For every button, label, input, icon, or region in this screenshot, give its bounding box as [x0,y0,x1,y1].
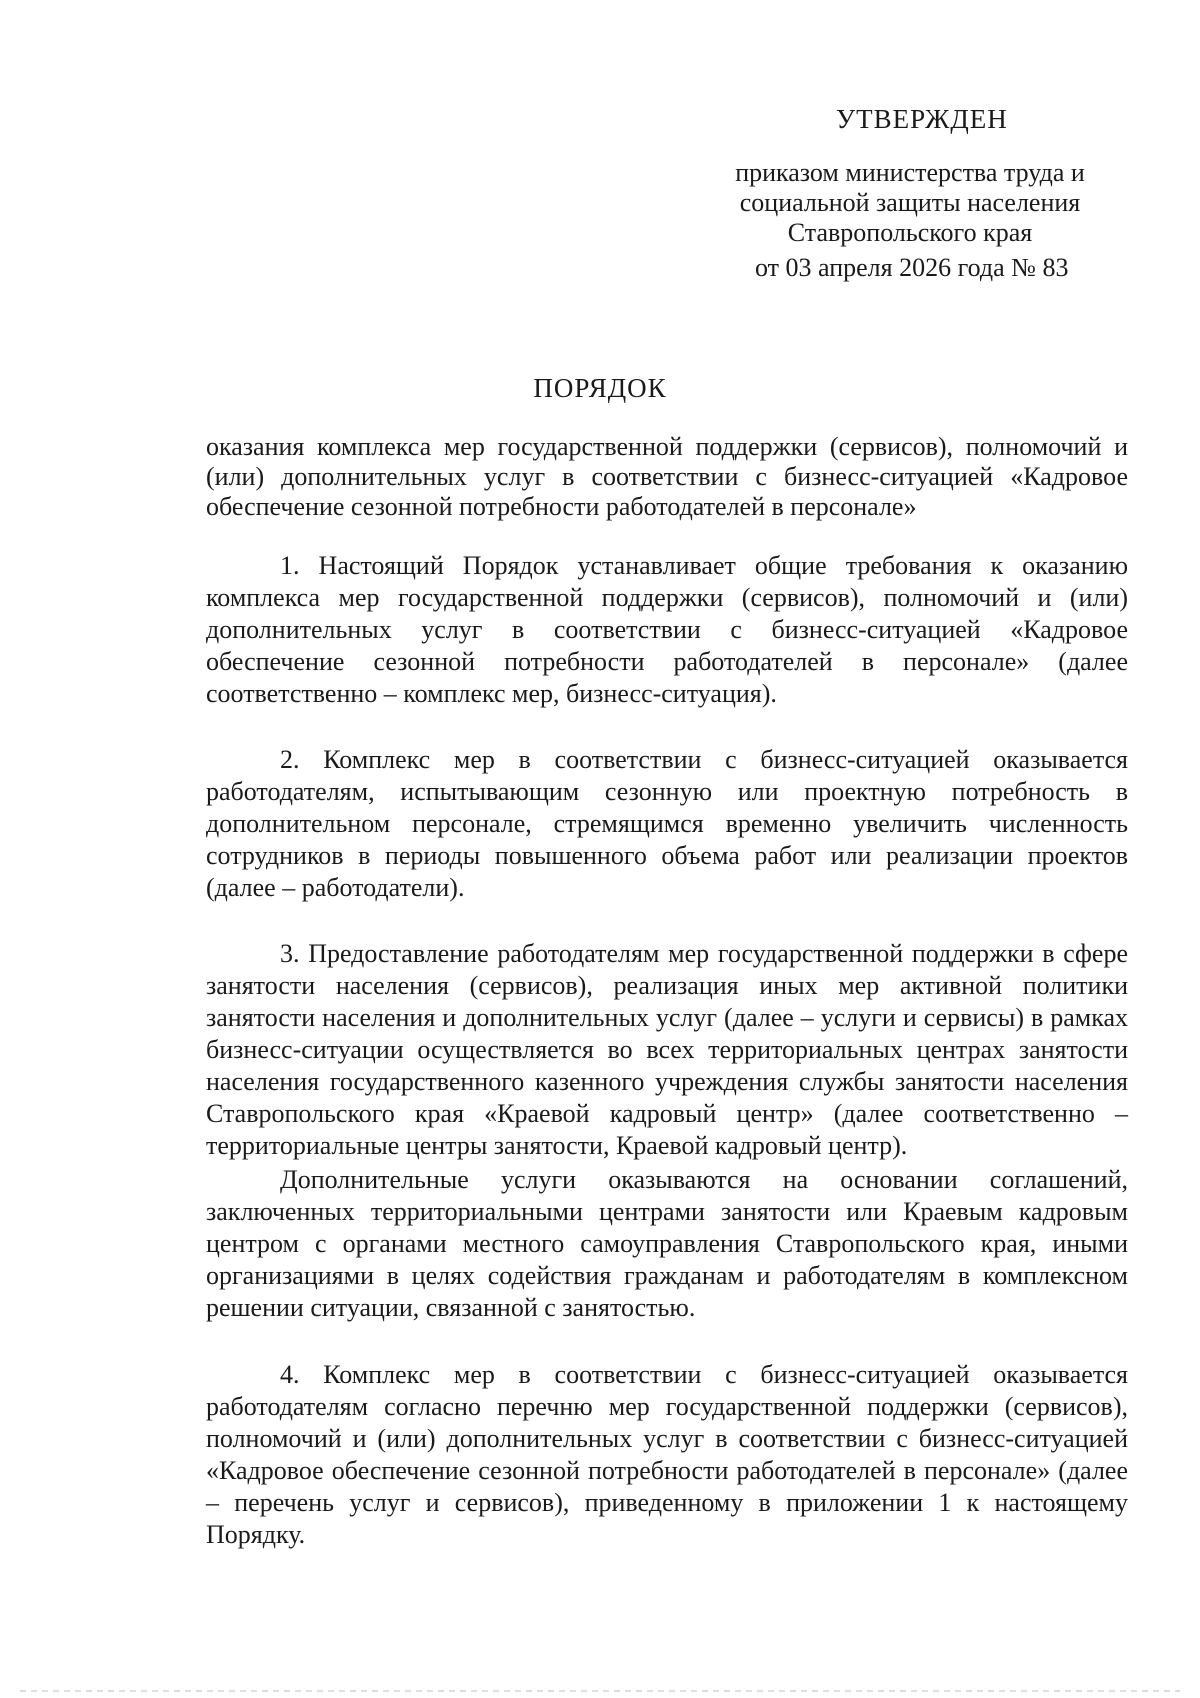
paragraph-4: 4. Комплекс мер в соответствии с бизнесс-ситуацией оказывается работодателям согласно перечню мер государственной поддержки (сервисов), полномочий и (или) дополнительных услуг в соответствии с бизнесс-ситуацией «Кадровое обеспечение сезонной потребности работодателей в персонале» (далее – перечень услуг и сервисов), приведенному в приложении 1 к настоящему Порядку. [206,1360,1128,1549]
scan-edge-divider [20,1690,1180,1692]
approval-line-3: Ставропольского края [787,218,1033,247]
approval-title: УТВЕРЖДЕН [836,104,1008,134]
paragraph-2: 2. Комплекс мер в соответствии с бизнесс-ситуацией оказывается работодателям, испытывающим сезонную или проектную потребность в дополнительном персонале, стремящимся временно увеличить численность сотрудников в периоды повышенного объема работ или реализации проектов (далее – работодатели). [206,745,1128,902]
paragraph-1: 1. Настоящий Порядок устанавливает общие требования к оказанию комплекса мер государственной поддержки (сервисов), полномочий и (или) дополнительных услуг в соответствии с бизнесс-ситуацией «Кадровое обеспечение сезонной потребности работодателей в персонале» (далее соответственно – комплекс мер, бизнесс-ситуация). [206,551,1128,708]
paragraph-3: 3. Предоставление работодателям мер государственной поддержки в сфере занятости населения (сервисов), реализация иных мер активной политики занятости населения и дополнительных услуг (далее – услуги и сервисы) в рамках бизнесс-ситуации осуществляется во всех территориальных центрах занятости населения государственного казенного учреждения службы занятости населения Ставропольского края «Краевой кадровый центр» (далее соответственно – территориальные центры занятости, Краевой кадровый центр). [206,939,1128,1160]
approval-line-1: приказом министерства труда и [735,158,1085,187]
approval-date: от 03 апреля 2026 года № 83 [755,253,1069,282]
document-subtitle: оказания комплекса мер государственной поддержки (сервисов), полномочий и (или) дополнительных услуг в соответствии с бизнесс-ситуацией «Кадровое обеспечение сезонной потребности работодателей в персонале» [206,432,1128,521]
paragraph-3-continuation: Дополнительные услуги оказываются на основании соглашений, заключенных территориальными центрами занятости или Краевым кадровым центром с органами местного самоуправления Ставропольского края, иными организациями в целях содействия гражданам и работодателям в комплексном решении ситуации, связанной с занятостью. [206,1165,1128,1322]
document-title: ПОРЯДОК [533,373,667,403]
approval-line-2: социальной защиты населения [739,188,1081,217]
approval-block [700,158,1120,248]
